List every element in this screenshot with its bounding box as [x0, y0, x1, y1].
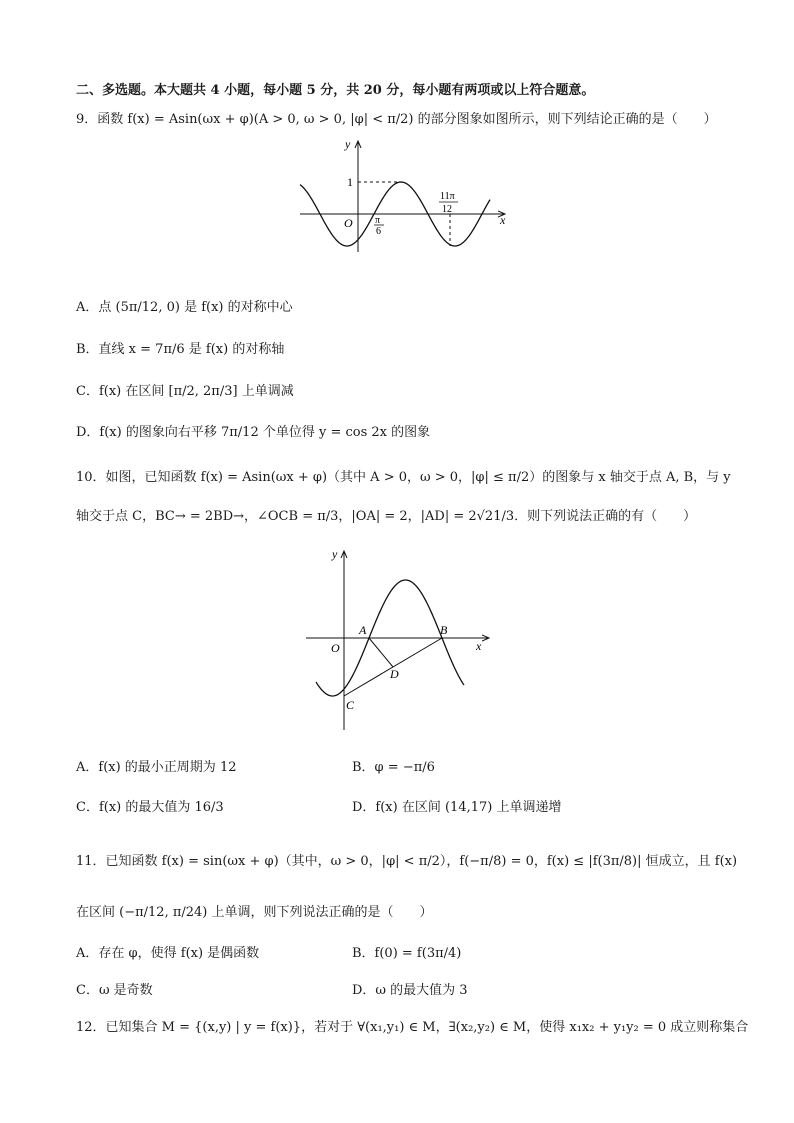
- q9-11pi-num: 11π: [440, 191, 455, 202]
- q9-option-c: C．f(x) 在区间 [π/2, 2π/3] 上单调减: [76, 384, 294, 399]
- q10-origin-label: O: [331, 641, 340, 655]
- q9-stem: 9．函数 f(x) = Asin(ωx + φ)(A > 0, ω > 0, |φ| < π/2) 的部分图象如图所示，则下列结论正确的是（ ）: [76, 112, 717, 127]
- q10-option-d: D．f(x) 在区间 (14,17) 上单调递增: [352, 800, 562, 815]
- q10-x-label: x: [476, 639, 482, 653]
- q9-pi6-num: π: [375, 215, 381, 226]
- q11-option-d: D．ω 的最大值为 3: [352, 983, 468, 998]
- q9-11pi-den: 12: [442, 204, 452, 215]
- q10-y-label: y: [332, 547, 338, 561]
- q10-line1: 10．如图，已知函数 f(x) = Asin(ωx + φ)（其中 A > 0，ω > 0，|φ| ≤ π/2）的图象与 x 轴交于点 A, B，与 y: [76, 470, 731, 485]
- q11-option-a: A．存在 φ，使得 f(x) 是偶函数: [76, 946, 260, 961]
- q10-option-c: C．f(x) 的最大值为 16/3: [76, 800, 224, 815]
- q10-point-d: D: [390, 667, 399, 681]
- section-header: 二、多选题。本大题共 4 小题，每小题 5 分，共 20 分，每小题有两项或以上符合题意。: [76, 83, 595, 98]
- q9-one-label: 1: [347, 175, 353, 189]
- q9-option-d: D．f(x) 的图象向右平移 7π/12 个单位得 y = cos 2x 的图象: [76, 425, 431, 440]
- q10-point-a: A: [359, 623, 367, 637]
- q11-line1: 11．已知函数 f(x) = sin(ωx + φ)（其中，ω > 0，|φ| < π/2），f(−π/8) = 0，f(x) ≤ |f(3π/8)| 恒成立，且 f(x): [76, 854, 738, 869]
- q9-origin-label: O: [344, 216, 353, 230]
- q10-line2: 轴交于点 C，BC→ = 2BD→，∠OCB = π/3，|OA| = 2，|AD| = 2√21/3．则下列说法正确的有（ ）: [76, 509, 697, 524]
- q11-option-b: B．f(0) = f(3π/4): [352, 946, 462, 961]
- q9-option-b: B．直线 x = 7π/6 是 f(x) 的对称轴: [76, 342, 285, 357]
- q12-line1: 12．已知集合 M = {(x,y) | y = f(x)}，若对于 ∀(x₁,y₁) ∈ M，∃(x₂,y₂) ∈ M，使得 x₁x₂ + y₁y₂ = 0 成立则称集合: [76, 1020, 749, 1035]
- q9-x-label: x: [500, 213, 506, 227]
- q9-pi6-den: 6: [376, 226, 381, 237]
- q11-line2: 在区间 (−π/12, π/24) 上单调，则下列说法正确的是（ ）: [76, 905, 433, 920]
- q9-option-a: A．点 (5π/12, 0) 是 f(x) 的对称中心: [76, 300, 293, 315]
- q9-graph: [290, 136, 520, 256]
- q9-y-label: y: [345, 137, 351, 151]
- q10-point-b: B: [440, 623, 448, 637]
- q11-option-c: C．ω 是奇数: [76, 983, 153, 998]
- q10-option-a: A．f(x) 的最小正周期为 12: [76, 760, 237, 775]
- q10-option-b: B．φ = −π/6: [352, 760, 435, 775]
- q10-point-c: C: [346, 698, 355, 712]
- q10-graph: [300, 546, 500, 736]
- q10-segment-ad: [369, 638, 393, 667]
